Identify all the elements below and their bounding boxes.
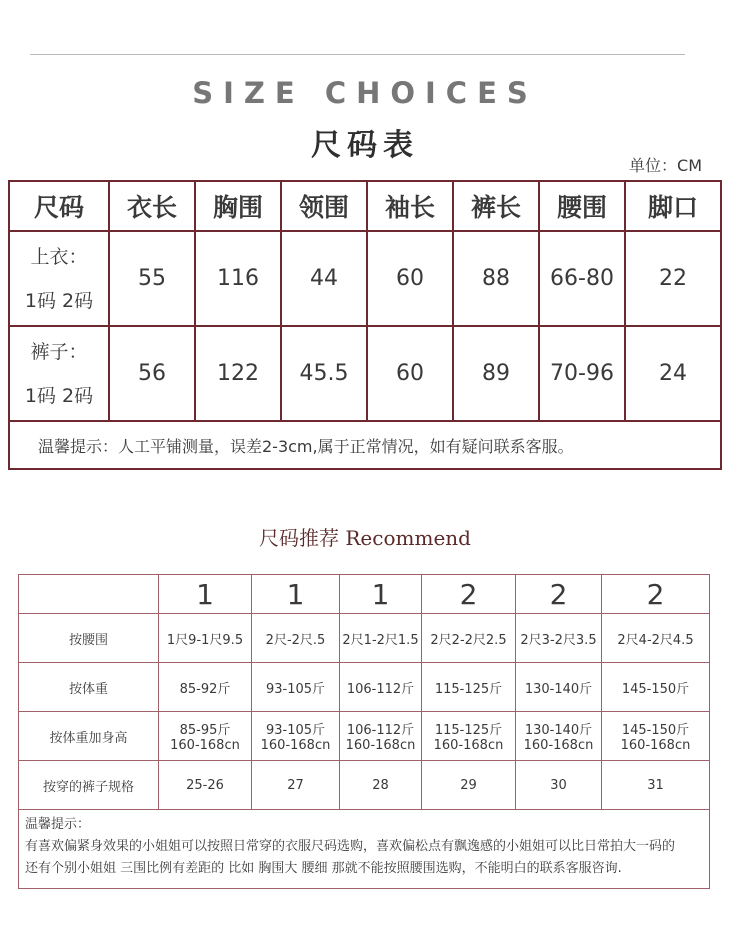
table-row <box>19 712 710 761</box>
table-row <box>9 326 721 421</box>
table-cell: 24 <box>625 326 721 421</box>
header-cuff: 脚口 <box>625 181 721 231</box>
remark-line: 有喜欢偏紧身效果的小姐姐可以按照日常穿的衣服尺码选购，喜欢偏松点有飘逸感的小姐姐可以比日常拍大一码的 <box>25 839 676 854</box>
row-label-pants: 裤子： 1码 2码 <box>9 326 109 421</box>
table-row <box>19 761 710 810</box>
size-note: 温馨提示：人工平铺测量，误差2-3cm,属于正常情况，如有疑问联系客服。 <box>9 421 721 469</box>
row-label-waist: 按腰围 <box>19 614 159 663</box>
table-cell: 60 <box>367 231 453 326</box>
table-cell: 55 <box>109 231 195 326</box>
header-sleeve: 袖长 <box>367 181 453 231</box>
recommend-header-row <box>19 575 710 614</box>
table-cell: 31 <box>602 761 710 810</box>
table-cell: 85-92斤 <box>159 663 252 712</box>
row-label-weight: 按体重 <box>19 663 159 712</box>
row-label-weight-height: 按体重加身高 <box>19 712 159 761</box>
table-cell: 122 <box>195 326 281 421</box>
row-label-top: 上衣： 1码 2码 <box>9 231 109 326</box>
table-cell: 89 <box>453 326 539 421</box>
size-header: 2 <box>516 575 602 614</box>
table-cell: 27 <box>252 761 340 810</box>
table-cell: 28 <box>340 761 422 810</box>
recommend-remark <box>19 810 710 889</box>
remark-line: 还有个别小姐姐 三围比例有差距的 比如 胸围大 腰细 那就不能按照腰围选购，不能明白的联系客服咨询. <box>25 861 622 876</box>
table-cell: 116 <box>195 231 281 326</box>
size-header: 1 <box>340 575 422 614</box>
table-cell: 66-80 <box>539 231 625 326</box>
table-cell: 30 <box>516 761 602 810</box>
table-cell: 93-105斤 160-168cn <box>252 712 340 761</box>
table-row <box>9 231 721 326</box>
table-cell: 2尺3-2尺3.5 <box>516 614 602 663</box>
header-size: 尺码 <box>9 181 109 231</box>
table-cell: 44 <box>281 231 367 326</box>
table-cell: 145-150斤 160-168cn <box>602 712 710 761</box>
table-cell: 70-96 <box>539 326 625 421</box>
size-header: 2 <box>602 575 710 614</box>
size-header: 2 <box>422 575 516 614</box>
table-cell: 115-125斤 <box>422 663 516 712</box>
remark-row <box>19 810 710 889</box>
header-collar: 领围 <box>281 181 367 231</box>
table-cell: 130-140斤 <box>516 663 602 712</box>
title-chinese: 尺码表 <box>311 128 419 163</box>
table-cell: 130-140斤 160-168cn <box>516 712 602 761</box>
table-cell: 56 <box>109 326 195 421</box>
table-cell: 2尺2-2尺2.5 <box>422 614 516 663</box>
empty-corner-cell <box>19 575 159 614</box>
table-cell: 2尺4-2尺4.5 <box>602 614 710 663</box>
table-cell: 45.5 <box>281 326 367 421</box>
size-table <box>8 180 722 470</box>
unit-label: 单位：CM <box>629 156 702 175</box>
table-cell: 88 <box>453 231 539 326</box>
table-cell: 22 <box>625 231 721 326</box>
table-cell: 93-105斤 <box>252 663 340 712</box>
row-label-pants-size: 按穿的裤子规格 <box>19 761 159 810</box>
table-cell: 29 <box>422 761 516 810</box>
table-cell: 2尺-2尺.5 <box>252 614 340 663</box>
table-cell: 25-26 <box>159 761 252 810</box>
table-cell: 145-150斤 <box>602 663 710 712</box>
table-cell: 85-95斤 160-168cn <box>159 712 252 761</box>
top-divider <box>30 54 685 55</box>
table-cell: 106-112斤 <box>340 663 422 712</box>
header-length: 衣长 <box>109 181 195 231</box>
table-row <box>19 614 710 663</box>
header-pants-length: 裤长 <box>453 181 539 231</box>
table-cell: 1尺9-1尺9.5 <box>159 614 252 663</box>
header-waist: 腰围 <box>539 181 625 231</box>
recommend-title: 尺码推荐 Recommend <box>259 526 471 550</box>
note-row <box>9 421 721 469</box>
title-english: SIZE CHOICES <box>192 76 538 110</box>
size-table-header-row <box>9 181 721 231</box>
remark-title: 温馨提示： <box>25 817 91 832</box>
table-cell: 115-125斤 160-168cn <box>422 712 516 761</box>
recommend-table <box>18 574 710 889</box>
table-cell: 2尺1-2尺1.5 <box>340 614 422 663</box>
table-cell: 106-112斤 160-168cn <box>340 712 422 761</box>
size-header: 1 <box>159 575 252 614</box>
table-cell: 60 <box>367 326 453 421</box>
header-chest: 胸围 <box>195 181 281 231</box>
table-row <box>19 663 710 712</box>
size-header: 1 <box>252 575 340 614</box>
